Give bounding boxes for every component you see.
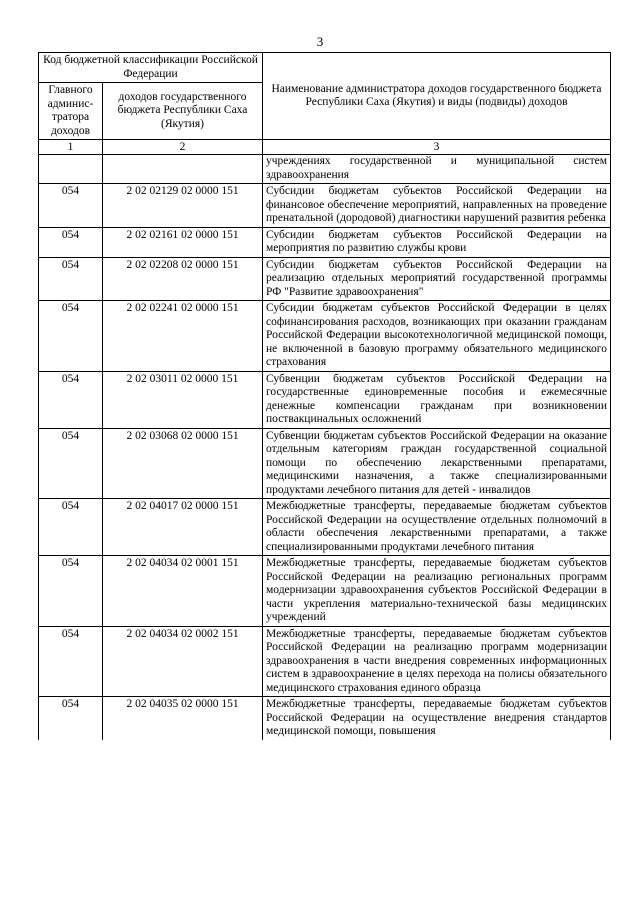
administrator-code: 054	[39, 499, 103, 556]
table-row	[39, 371, 611, 428]
administrator-code: 054	[39, 184, 103, 228]
column-index: 1	[39, 140, 103, 155]
revenue-code: 2 02 03011 02 0000 151	[103, 371, 263, 428]
administrator-code: 054	[39, 257, 103, 301]
empty-cell	[103, 155, 263, 184]
header-chief-administrator: Главного админис-тратора доходов	[39, 83, 103, 140]
administrator-code: 054	[39, 301, 103, 372]
revenue-description: Межбюджетные трансферты, передаваемые бюджетам субъектов Российской Федерации на осуществление внедрения стандартов медицинской помощи, повышения	[263, 697, 611, 740]
revenue-code: 2 02 03068 02 0000 151	[103, 428, 263, 499]
table-row	[39, 428, 611, 499]
header-administrator-name: Наименование администратора доходов государственного бюджета Республики Саха (Якутия) и виды (подвиды) доходов	[263, 53, 611, 140]
table-row	[39, 301, 611, 372]
revenue-description: Межбюджетные трансферты, передаваемые бюджетам субъектов Российской Федерации на реализацию программ модернизации здравоохранения в части внедрения современных информационных систем в здравоохранение в целях перехода на полисы обязательного медицинского страхования единого образца	[263, 626, 611, 697]
table-row	[39, 257, 611, 301]
revenue-description: учреждениях государственной и муниципальной систем здравоохранения	[263, 155, 611, 184]
revenue-description: Субсидии бюджетам субъектов Российской Федерации на реализацию отдельных мероприятий государственной программы РФ "Развитие здравоохранения"	[263, 257, 611, 301]
revenue-code: 2 02 04035 02 0000 151	[103, 697, 263, 740]
column-index: 2	[103, 140, 263, 155]
revenue-code: 2 02 04017 02 0000 151	[103, 499, 263, 556]
table-row	[39, 227, 611, 257]
revenue-description: Субсидии бюджетам субъектов Российской Федерации на мероприятия по развитию службы крови	[263, 227, 611, 257]
administrator-code: 054	[39, 697, 103, 740]
table-body	[39, 155, 611, 740]
administrator-code: 054	[39, 626, 103, 697]
revenue-description: Субвенции бюджетам субъектов Российской Федерации на оказание отдельным категориям граждан государственной социальной помощи по обеспечению лекарственными препаратами, медицинскими назначения, а также специализированными продуктами лечебного питания для детей - инвалидов	[263, 428, 611, 499]
column-index: 3	[263, 140, 611, 155]
revenue-code: 2 02 04034 02 0002 151	[103, 626, 263, 697]
administrator-code: 054	[39, 227, 103, 257]
table-row	[39, 697, 611, 740]
revenue-description: Субсидии бюджетам субъектов Российской Федерации на финансовое обеспечение мероприятий, направленных на проведение пренатальной (дородовой) диагностики нарушений развития ребенка	[263, 184, 611, 228]
budget-classification-table	[38, 52, 611, 740]
revenue-description: Субсидии бюджетам субъектов Российской Федерации в целях софинансирования расходов, возникающих при оказании гражданам Российской Федерации высокотехнологичной медицинской помощи, не включенной в базовую программу обязательного медицинского страхования	[263, 301, 611, 372]
revenue-code: 2 02 04034 02 0001 151	[103, 556, 263, 627]
revenue-description: Межбюджетные трансферты, передаваемые бюджетам субъектов Российской Федерации на осуществление отдельных полномочий в области обеспечения лекарственными препаратами, а также специализированными продуктами лечебного питания	[263, 499, 611, 556]
table-row	[39, 626, 611, 697]
administrator-code: 054	[39, 371, 103, 428]
revenue-code: 2 02 02129 02 0000 151	[103, 184, 263, 228]
table-row	[39, 556, 611, 627]
table-row	[39, 499, 611, 556]
page-number: 3	[316, 34, 324, 49]
administrator-code: 054	[39, 556, 103, 627]
table-row	[39, 184, 611, 228]
header-revenue-code: доходов государственного бюджета Республики Саха (Якутия)	[103, 83, 263, 140]
revenue-code: 2 02 02208 02 0000 151	[103, 257, 263, 301]
table-row-continuation	[39, 155, 611, 184]
header-budget-classification: Код бюджетной классификации Российской Федерации	[39, 53, 263, 83]
revenue-description: Субвенции бюджетам субъектов Российской Федерации на государственные единовременные пособия и ежемесячные денежные компенсации гражданам при возникновении поствакцинальных осложнений	[263, 371, 611, 428]
column-index-row	[39, 140, 611, 155]
revenue-code: 2 02 02161 02 0000 151	[103, 227, 263, 257]
empty-cell	[39, 155, 103, 184]
revenue-code: 2 02 02241 02 0000 151	[103, 301, 263, 372]
revenue-description: Межбюджетные трансферты, передаваемые бюджетам субъектов Российской Федерации на реализацию региональных программ модернизации здравоохранения субъектов Российской Федерации в части укрепления материально-технической базы медицинских учреждений	[263, 556, 611, 627]
administrator-code: 054	[39, 428, 103, 499]
